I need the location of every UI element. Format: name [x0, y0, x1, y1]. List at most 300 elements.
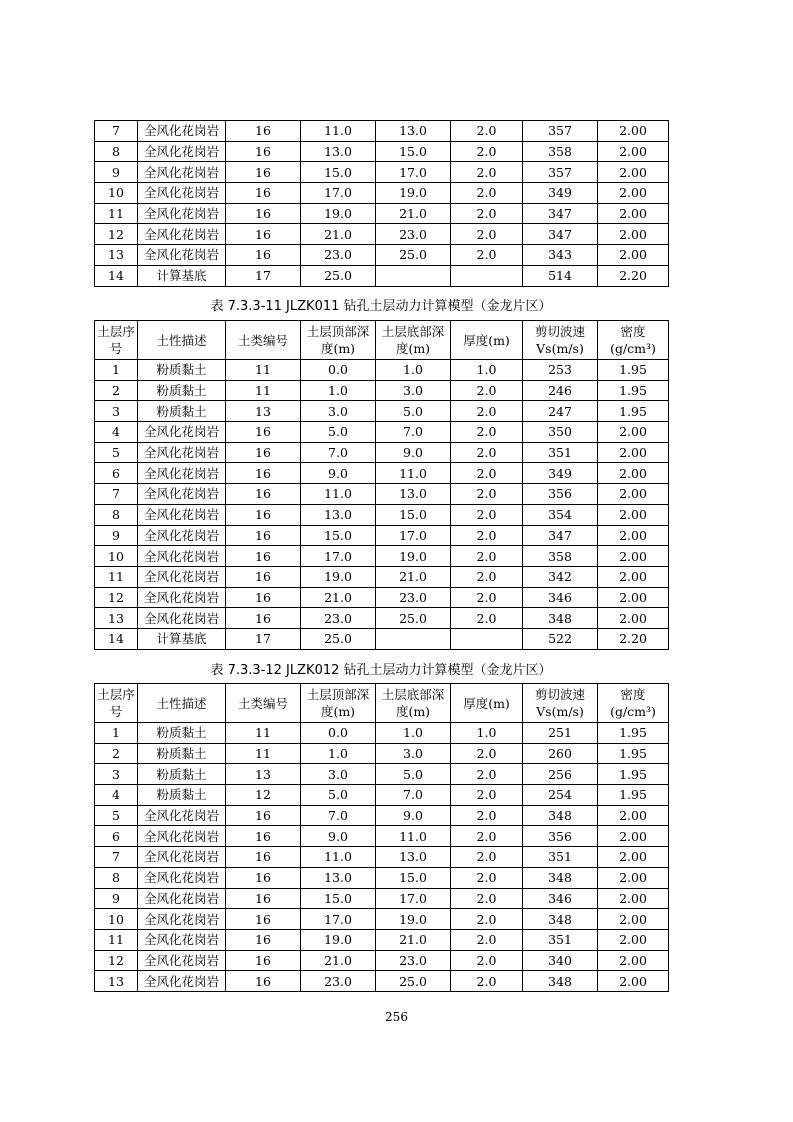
table-row: [95, 950, 669, 971]
table-cell: 1.0: [451, 723, 523, 744]
table-cell: 2.00: [598, 826, 669, 847]
table-cell: 9: [95, 888, 138, 909]
table-cell: 2.0: [451, 422, 523, 443]
table-cell: 21.0: [301, 224, 376, 245]
table-row: [95, 867, 669, 888]
col-header-layer-no: 土层序号: [95, 684, 138, 723]
table-cell: 11.0: [301, 847, 376, 868]
table-cell: 5: [95, 442, 138, 463]
table-cell: 16: [226, 929, 301, 950]
table-cell: 23.0: [301, 608, 376, 629]
table-cell: 514: [523, 265, 598, 286]
table-cell: 2.00: [598, 546, 669, 567]
table-cell: 全风化花岗岩: [138, 442, 226, 463]
table-row: [95, 484, 669, 505]
table-cell: 25.0: [376, 608, 451, 629]
table-row: [95, 121, 669, 142]
table-cell: 2.0: [451, 442, 523, 463]
table-cell: 16: [226, 867, 301, 888]
table-cell: 全风化花岗岩: [138, 141, 226, 162]
table-cell: 17: [226, 265, 301, 286]
table-cell: 16: [226, 121, 301, 142]
table-cell: 16: [226, 422, 301, 443]
table-cell: 2.00: [598, 121, 669, 142]
table-cell: 16: [226, 888, 301, 909]
table-cell: 2.00: [598, 587, 669, 608]
table-cell: 11.0: [301, 121, 376, 142]
table-row: [95, 183, 669, 204]
table-cell: 全风化花岗岩: [138, 484, 226, 505]
table-cell: 349: [523, 463, 598, 484]
table-cell: 2: [95, 380, 138, 401]
col-header-shear-velocity: 剪切波速Vs(m/s): [523, 684, 598, 723]
table-cell: 251: [523, 723, 598, 744]
table-cell: 全风化花岗岩: [138, 971, 226, 992]
table-cell: 1.0: [301, 380, 376, 401]
table-cell: 3.0: [376, 743, 451, 764]
table-cell: 340: [523, 950, 598, 971]
table-cell: 351: [523, 929, 598, 950]
table-cell: 6: [95, 826, 138, 847]
table-row: [95, 162, 669, 183]
table-row: [95, 764, 669, 785]
table-cell: 2.0: [451, 245, 523, 266]
table-cell: 14: [95, 628, 138, 649]
table-cell: 2.0: [451, 971, 523, 992]
table-cell: 9: [95, 525, 138, 546]
table-cell: 2.0: [451, 785, 523, 806]
table-cell: 1: [95, 723, 138, 744]
table-cell: 16: [226, 203, 301, 224]
table-jlzk011: [94, 320, 669, 650]
table-cell: 348: [523, 909, 598, 930]
table-cell: 2.0: [451, 463, 523, 484]
table-cell: 全风化花岗岩: [138, 121, 226, 142]
table-cell: 10: [95, 546, 138, 567]
table-cell: 13.0: [301, 504, 376, 525]
table-cell: 11.0: [376, 826, 451, 847]
table-cell: 全风化花岗岩: [138, 162, 226, 183]
table-cell: 2.0: [451, 867, 523, 888]
table-row: [95, 442, 669, 463]
table-cell: 16: [226, 826, 301, 847]
table-row: [95, 929, 669, 950]
table-cell: 13: [226, 764, 301, 785]
table-cell: 5.0: [301, 785, 376, 806]
table-cell: 15.0: [376, 504, 451, 525]
table-row: [95, 224, 669, 245]
table-cell: 13.0: [376, 121, 451, 142]
table-cell: 13.0: [376, 484, 451, 505]
table-cell: 260: [523, 743, 598, 764]
table-cell: 9.0: [376, 805, 451, 826]
table-cell: 16: [226, 463, 301, 484]
table-cell: 9.0: [301, 463, 376, 484]
table-cell: 21.0: [376, 929, 451, 950]
table-cell: 11.0: [376, 463, 451, 484]
table-cell: 23.0: [376, 224, 451, 245]
table-cell: 11: [226, 743, 301, 764]
table-cell: 13.0: [301, 141, 376, 162]
table-cell: 15.0: [301, 525, 376, 546]
table-cell: 2.00: [598, 442, 669, 463]
col-header-layer-no: 土层序号: [95, 321, 138, 360]
table-cell: 23.0: [376, 587, 451, 608]
table-row: [95, 785, 669, 806]
table-header-row: [95, 684, 669, 723]
table-cell: 7: [95, 121, 138, 142]
table-cell: 16: [226, 566, 301, 587]
table-cell: 2.0: [451, 608, 523, 629]
table-cell: 全风化花岗岩: [138, 546, 226, 567]
table-cell: 17.0: [301, 546, 376, 567]
table-row: [95, 380, 669, 401]
table-cell: 2.00: [598, 224, 669, 245]
table-row: [95, 628, 669, 649]
table-cell: 1.0: [376, 360, 451, 381]
col-header-soil-code: 土类编号: [226, 684, 301, 723]
table-cell: 350: [523, 422, 598, 443]
table-row: [95, 203, 669, 224]
col-header-top-depth: 土层顶部深度(m): [301, 321, 376, 360]
table-cell: 11: [95, 566, 138, 587]
table-cell: 354: [523, 504, 598, 525]
table-cell: 2.0: [451, 950, 523, 971]
table-cell: 25.0: [376, 245, 451, 266]
table-cell: 2: [95, 743, 138, 764]
table-cell: 2.00: [598, 867, 669, 888]
table-cell: 13: [95, 608, 138, 629]
table-cell: 16: [226, 805, 301, 826]
table-cell: 全风化花岗岩: [138, 888, 226, 909]
table-cell: 19.0: [376, 183, 451, 204]
table-cell: 13: [95, 245, 138, 266]
table-cell: 7: [95, 847, 138, 868]
table-cell: 16: [226, 525, 301, 546]
table-row: [95, 401, 669, 422]
table-cell: 11: [226, 380, 301, 401]
table-cell: 1.95: [598, 401, 669, 422]
table-cell: 25.0: [376, 971, 451, 992]
table-cell: 2.0: [451, 203, 523, 224]
table-cell: 2.0: [451, 504, 523, 525]
table-cell: [376, 628, 451, 649]
table-cell: 粉质黏土: [138, 743, 226, 764]
table-cell: 17.0: [301, 909, 376, 930]
table-cell: [376, 265, 451, 286]
table-cell: 粉质黏土: [138, 723, 226, 744]
table-cell: 全风化花岗岩: [138, 224, 226, 245]
table-cell: 348: [523, 867, 598, 888]
table-cell: 2.0: [451, 141, 523, 162]
table-cell: 1.95: [598, 764, 669, 785]
table-cell: 16: [226, 546, 301, 567]
table-caption-11: 表 7.3.3-11 JLZK011 钻孔土层动力计算模型（金龙片区）: [210, 299, 552, 314]
table-cell: 2.0: [451, 847, 523, 868]
table-row: [95, 525, 669, 546]
table-cell: 11: [226, 360, 301, 381]
table-cell: 23.0: [301, 971, 376, 992]
table-cell: 7.0: [376, 422, 451, 443]
col-header-soil-desc: 土性描述: [138, 321, 226, 360]
table-cell: 254: [523, 785, 598, 806]
table-row: [95, 723, 669, 744]
table-cell: 7.0: [301, 442, 376, 463]
table-cell: 3: [95, 764, 138, 785]
table-cell: 2.00: [598, 888, 669, 909]
table-cell: 粉质黏土: [138, 764, 226, 785]
table-cell: 2.00: [598, 608, 669, 629]
table-cell: 343: [523, 245, 598, 266]
table-cell: 13.0: [376, 847, 451, 868]
table-row: [95, 805, 669, 826]
table-cell: [451, 628, 523, 649]
table-cell: 17: [226, 628, 301, 649]
table-cell: 5.0: [376, 764, 451, 785]
table-cell: 15.0: [301, 888, 376, 909]
table-cell: 522: [523, 628, 598, 649]
table-cell: 5.0: [301, 422, 376, 443]
table-cell: 全风化花岗岩: [138, 929, 226, 950]
table-cell: 349: [523, 183, 598, 204]
table-cell: 2.0: [451, 224, 523, 245]
table-cell: 16: [226, 971, 301, 992]
table-cell: 2.0: [451, 566, 523, 587]
table-cell: 全风化花岗岩: [138, 422, 226, 443]
table-cell: 16: [226, 587, 301, 608]
table-cell: 19.0: [376, 546, 451, 567]
table-cell: 348: [523, 805, 598, 826]
table-cell: 12: [95, 224, 138, 245]
table-body: [95, 360, 669, 650]
table-cell: 14: [95, 265, 138, 286]
table-cell: 2.0: [451, 909, 523, 930]
table-row: [95, 826, 669, 847]
table-cell: 358: [523, 141, 598, 162]
table-cell: 2.0: [451, 525, 523, 546]
table-cell: 粉质黏土: [138, 401, 226, 422]
table-cell: 16: [226, 224, 301, 245]
table-cell: 11: [226, 723, 301, 744]
table-cell: 2.20: [598, 265, 669, 286]
table-cell: 21.0: [301, 587, 376, 608]
col-header-soil-desc: 土性描述: [138, 684, 226, 723]
table-cell: 1.95: [598, 380, 669, 401]
table-cell: 全风化花岗岩: [138, 805, 226, 826]
table-cell: 7: [95, 484, 138, 505]
table-cell: 全风化花岗岩: [138, 608, 226, 629]
table-row: [95, 422, 669, 443]
table-cell: 351: [523, 442, 598, 463]
table-cell: 16: [226, 141, 301, 162]
table-cell: 16: [226, 442, 301, 463]
table-cell: 15.0: [376, 867, 451, 888]
table-cell: 粉质黏土: [138, 785, 226, 806]
table-cell: 256: [523, 764, 598, 785]
table-cell: 17.0: [376, 162, 451, 183]
table-cell: 全风化花岗岩: [138, 826, 226, 847]
table-cell: 10: [95, 183, 138, 204]
table-cell: 25.0: [301, 265, 376, 286]
table-cell: 16: [226, 245, 301, 266]
table-cell: 351: [523, 847, 598, 868]
table-cell: 2.0: [451, 401, 523, 422]
table-cell: 19.0: [376, 909, 451, 930]
table-cell: 2.0: [451, 929, 523, 950]
table-cell: 13: [95, 971, 138, 992]
table-cell: 11: [95, 929, 138, 950]
table-cell: 2.00: [598, 971, 669, 992]
table-cell: 23.0: [301, 245, 376, 266]
table-cell: 348: [523, 608, 598, 629]
table-cell: 全风化花岗岩: [138, 183, 226, 204]
table-row: [95, 546, 669, 567]
table-cell: 1.95: [598, 360, 669, 381]
table-cell: 16: [226, 162, 301, 183]
table-cell: 357: [523, 121, 598, 142]
table-cell: 全风化花岗岩: [138, 245, 226, 266]
table-cell: 2.00: [598, 245, 669, 266]
table-cell: 2.20: [598, 628, 669, 649]
table-cell: 全风化花岗岩: [138, 504, 226, 525]
table-cell: 2.00: [598, 950, 669, 971]
table-cell: 12: [95, 587, 138, 608]
table-cell: 3.0: [301, 764, 376, 785]
table-cell: 2.0: [451, 888, 523, 909]
table-row: [95, 463, 669, 484]
table-cell: 8: [95, 867, 138, 888]
table-cell: 253: [523, 360, 598, 381]
table-cell: 342: [523, 566, 598, 587]
table-cell: 2.0: [451, 743, 523, 764]
table-cell: 计算基底: [138, 628, 226, 649]
table-cell: 全风化花岗岩: [138, 847, 226, 868]
table-cell: 2.0: [451, 162, 523, 183]
table-cell: 4: [95, 422, 138, 443]
table-row: [95, 847, 669, 868]
table-cell: 21.0: [301, 950, 376, 971]
table-jlzk012: [94, 683, 669, 992]
table-cell: 12: [95, 950, 138, 971]
col-header-thickness: 厚度(m): [451, 684, 523, 723]
table-cell: 2.00: [598, 504, 669, 525]
col-header-shear-velocity: 剪切波速Vs(m/s): [523, 321, 598, 360]
table-cell: 2.00: [598, 203, 669, 224]
table-cell: 16: [226, 608, 301, 629]
table-body: [95, 121, 669, 287]
table-cell: 2.00: [598, 566, 669, 587]
table-cell: 全风化花岗岩: [138, 566, 226, 587]
table-cell: 346: [523, 888, 598, 909]
table-row: [95, 909, 669, 930]
table-cell: 2.0: [451, 826, 523, 847]
table-cell: 16: [226, 950, 301, 971]
table-cell: 16: [226, 183, 301, 204]
table-cell: 3.0: [301, 401, 376, 422]
table-cell: 2.0: [451, 805, 523, 826]
table-row: [95, 743, 669, 764]
table-cell: 16: [226, 484, 301, 505]
table-header-row: [95, 321, 669, 360]
table-cell: 2.00: [598, 805, 669, 826]
table-cell: 357: [523, 162, 598, 183]
table-cell: 3: [95, 401, 138, 422]
table-cell: 0.0: [301, 360, 376, 381]
table-cell: 358: [523, 546, 598, 567]
col-header-top-depth: 土层顶部深度(m): [301, 684, 376, 723]
table-cell: 2.00: [598, 422, 669, 443]
table-cell: 9.0: [301, 826, 376, 847]
table-row: [95, 888, 669, 909]
table-cell: 全风化花岗岩: [138, 463, 226, 484]
table-cell: 全风化花岗岩: [138, 950, 226, 971]
table-row: [95, 245, 669, 266]
table-cell: 5.0: [376, 401, 451, 422]
table-cell: 全风化花岗岩: [138, 525, 226, 546]
table-cell: 247: [523, 401, 598, 422]
table-cell: 2.00: [598, 929, 669, 950]
table-cell: 348: [523, 971, 598, 992]
table-cell: 7.0: [376, 785, 451, 806]
table-cell: 13.0: [301, 867, 376, 888]
table-cell: 5: [95, 805, 138, 826]
table-cell: 15.0: [301, 162, 376, 183]
table-cell: 2.0: [451, 121, 523, 142]
table-cell: 计算基底: [138, 265, 226, 286]
table-row: [95, 141, 669, 162]
col-header-bottom-depth: 土层底部深度(m): [376, 684, 451, 723]
table-cell: 2.00: [598, 909, 669, 930]
table-cell: 12: [226, 785, 301, 806]
table-body: [95, 723, 669, 992]
table-cell: 19.0: [301, 566, 376, 587]
table-cell: 全风化花岗岩: [138, 909, 226, 930]
table-cell: 8: [95, 141, 138, 162]
table-row: [95, 566, 669, 587]
table-cell: 346: [523, 587, 598, 608]
col-header-density: 密度(g/cm³): [598, 684, 669, 723]
table-cell: 粉质黏土: [138, 360, 226, 381]
table-cell: 2.0: [451, 546, 523, 567]
table-cell: 13: [226, 401, 301, 422]
table-continued: [94, 120, 669, 287]
table-cell: 10: [95, 909, 138, 930]
table-cell: 2.00: [598, 847, 669, 868]
table-cell: 2.00: [598, 141, 669, 162]
table-cell: 246: [523, 380, 598, 401]
table-cell: 16: [226, 847, 301, 868]
table-cell: 2.00: [598, 162, 669, 183]
table-cell: 16: [226, 909, 301, 930]
table-cell: 11.0: [301, 484, 376, 505]
table-cell: 15.0: [376, 141, 451, 162]
table-cell: 2.00: [598, 525, 669, 546]
table-cell: 全风化花岗岩: [138, 867, 226, 888]
table-cell: 2.0: [451, 183, 523, 204]
col-header-soil-code: 土类编号: [226, 321, 301, 360]
table-cell: 17.0: [376, 525, 451, 546]
table-cell: 1.0: [376, 723, 451, 744]
table-cell: 1.95: [598, 723, 669, 744]
table-cell: 7.0: [301, 805, 376, 826]
table-cell: 11: [95, 203, 138, 224]
table-cell: 6: [95, 463, 138, 484]
table-cell: 16: [226, 504, 301, 525]
table-cell: 347: [523, 203, 598, 224]
table-cell: 2.00: [598, 484, 669, 505]
table-row: [95, 504, 669, 525]
table-cell: 粉质黏土: [138, 380, 226, 401]
